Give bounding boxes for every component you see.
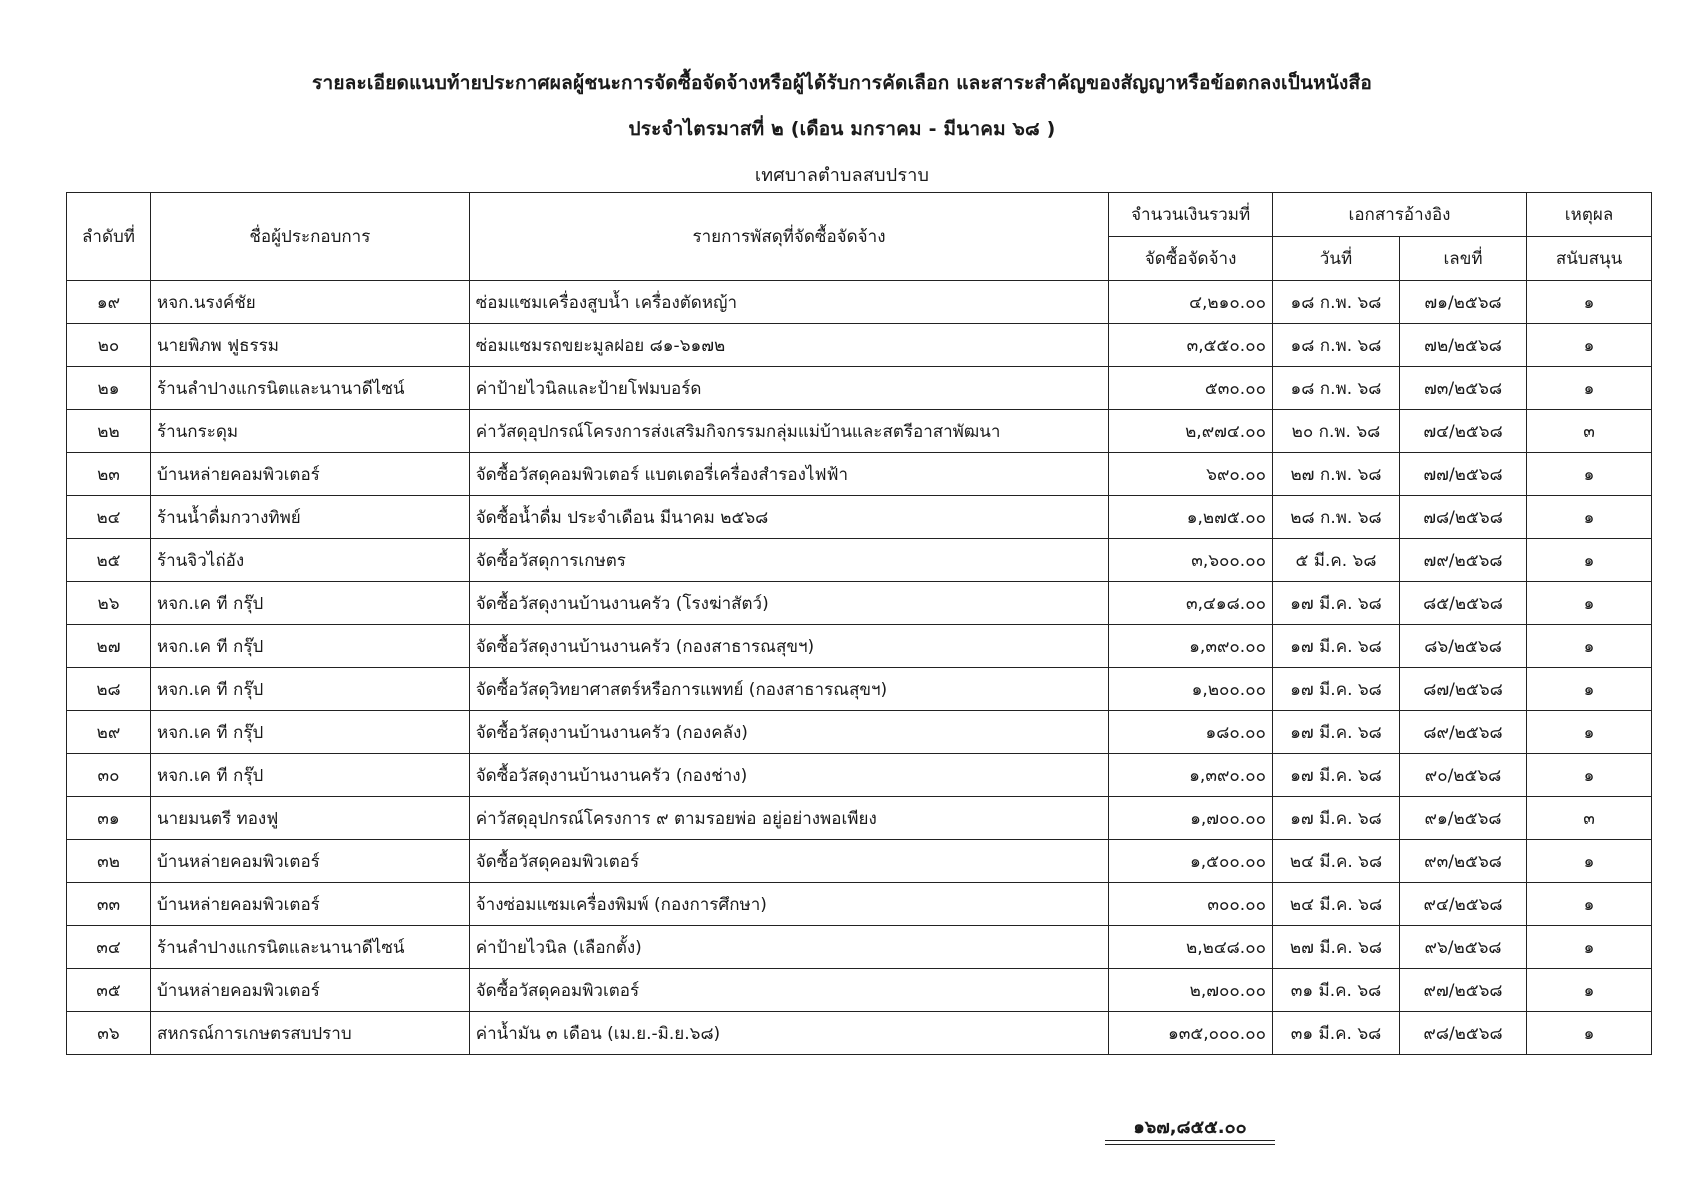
row-number: ๓๒ [67, 840, 151, 883]
reference-date: ๒๔ มี.ค. ๖๘ [1272, 840, 1399, 883]
header-reason-line2: สนับสนุน [1527, 237, 1652, 281]
reference-date: ๓๑ มี.ค. ๖๘ [1272, 969, 1399, 1012]
vendor-name: สหกรณ์การเกษตรสบปราบ [150, 1012, 469, 1055]
support-reason: ๑ [1527, 668, 1652, 711]
support-reason: ๑ [1527, 969, 1652, 1012]
header-reason-line1: เหตุผล [1527, 193, 1652, 237]
amount: ๑,๓๙๐.๐๐ [1109, 754, 1273, 797]
item-description: จัดซื้อวัสดุงานบ้านงานครัว (โรงฆ่าสัตว์) [469, 582, 1109, 625]
reference-number: ๙๖/๒๕๖๘ [1400, 926, 1527, 969]
row-number: ๒๐ [67, 324, 151, 367]
support-reason: ๑ [1527, 625, 1652, 668]
support-reason: ๓ [1527, 410, 1652, 453]
vendor-name: นายพิภพ ฟูธรรม [150, 324, 469, 367]
total-double-underline [1105, 1144, 1275, 1145]
table-row [67, 883, 1652, 926]
reference-date: ๑๗ มี.ค. ๖๘ [1272, 754, 1399, 797]
organization-name: เทศบาลตำบลสบปราบ [754, 165, 930, 186]
item-description: จัดซื้อวัสดุงานบ้านงานครัว (กองช่าง) [469, 754, 1109, 797]
row-number: ๒๖ [67, 582, 151, 625]
item-description: ค่าน้ำมัน ๓ เดือน (เม.ย.-มิ.ย.๖๘) [469, 1012, 1109, 1055]
reference-date: ๑๗ มี.ค. ๖๘ [1272, 582, 1399, 625]
vendor-name: หจก.เค ที กรุ๊ป [150, 582, 469, 625]
row-number: ๒๘ [67, 668, 151, 711]
reference-number: ๗๗/๒๕๖๘ [1400, 453, 1527, 496]
row-number: ๒๙ [67, 711, 151, 754]
row-number: ๓๕ [67, 969, 151, 1012]
vendor-name: หจก.เค ที กรุ๊ป [150, 711, 469, 754]
table-row [67, 797, 1652, 840]
amount: ๔,๒๑๐.๐๐ [1109, 281, 1273, 324]
vendor-name: บ้านหล่ายคอมพิวเตอร์ [150, 883, 469, 926]
header-doc-number: เลขที่ [1400, 237, 1527, 281]
amount: ๑,๓๙๐.๐๐ [1109, 625, 1273, 668]
vendor-name: ร้านจิวไถ่อัง [150, 539, 469, 582]
amount: ๑๓๕,๐๐๐.๐๐ [1109, 1012, 1273, 1055]
row-number: ๓๖ [67, 1012, 151, 1055]
reference-date: ๑๘ ก.พ. ๖๘ [1272, 281, 1399, 324]
row-number: ๑๙ [67, 281, 151, 324]
table-row [67, 410, 1652, 453]
row-number: ๒๑ [67, 367, 151, 410]
item-description: จัดซื้อวัสดุวิทยาศาสตร์หรือการแพทย์ (กองสาธารณสุขฯ) [469, 668, 1109, 711]
row-number: ๒๒ [67, 410, 151, 453]
header-date: วันที่ [1272, 237, 1399, 281]
row-number: ๓๓ [67, 883, 151, 926]
vendor-name: ร้านน้ำดื่มกวางทิพย์ [150, 496, 469, 539]
table-row [67, 840, 1652, 883]
support-reason: ๑ [1527, 883, 1652, 926]
reference-date: ๑๗ มี.ค. ๖๘ [1272, 668, 1399, 711]
reference-number: ๙๑/๒๕๖๘ [1400, 797, 1527, 840]
amount: ๓,๕๕๐.๐๐ [1109, 324, 1273, 367]
reference-number: ๙๘/๒๕๖๘ [1400, 1012, 1527, 1055]
vendor-name: ร้านลำปางแกรนิตและนานาดีไซน์ [150, 367, 469, 410]
row-number: ๒๕ [67, 539, 151, 582]
header-amount-line2: จัดซื้อจัดจ้าง [1109, 237, 1273, 281]
reference-number: ๗๘/๒๕๖๘ [1400, 496, 1527, 539]
reference-date: ๑๘ ก.พ. ๖๘ [1272, 367, 1399, 410]
reference-date: ๑๗ มี.ค. ๖๘ [1272, 711, 1399, 754]
vendor-name: ร้านกระดุม [150, 410, 469, 453]
reference-date: ๒๔ มี.ค. ๖๘ [1272, 883, 1399, 926]
amount: ๒,๙๗๔.๐๐ [1109, 410, 1273, 453]
row-number: ๒๔ [67, 496, 151, 539]
amount: ๒,๗๐๐.๐๐ [1109, 969, 1273, 1012]
amount: ๖๙๐.๐๐ [1109, 453, 1273, 496]
table-row [67, 453, 1652, 496]
row-number: ๓๑ [67, 797, 151, 840]
item-description: จัดซื้อวัสดุคอมพิวเตอร์ แบตเตอรี่เครื่องสำรองไฟฟ้า [469, 453, 1109, 496]
support-reason: ๑ [1527, 539, 1652, 582]
item-description: จ้างซ่อมแซมเครื่องพิมพ์ (กองการศึกษา) [469, 883, 1109, 926]
vendor-name: หจก.เค ที กรุ๊ป [150, 625, 469, 668]
support-reason: ๑ [1527, 582, 1652, 625]
amount: ๑,๗๐๐.๐๐ [1109, 797, 1273, 840]
row-number: ๓๔ [67, 926, 151, 969]
vendor-name: บ้านหล่ายคอมพิวเตอร์ [150, 969, 469, 1012]
table-row [67, 582, 1652, 625]
header-no: ลำดับที่ [67, 193, 151, 281]
vendor-name: หจก.เค ที กรุ๊ป [150, 754, 469, 797]
reference-number: ๗๒/๒๕๖๘ [1400, 324, 1527, 367]
vendor-name: หจก.เค ที กรุ๊ป [150, 668, 469, 711]
header-item: รายการพัสดุที่จัดซื้อจัดจ้าง [469, 193, 1109, 281]
item-description: จัดซื้อน้ำดื่ม ประจำเดือน มีนาคม ๒๕๖๘ [469, 496, 1109, 539]
support-reason: ๑ [1527, 281, 1652, 324]
amount: ๒,๒๔๘.๐๐ [1109, 926, 1273, 969]
table-row [67, 625, 1652, 668]
item-description: ซ่อมแซมรถขยะมูลฝอย ๘๑-๖๑๗๒ [469, 324, 1109, 367]
amount: ๓,๖๐๐.๐๐ [1109, 539, 1273, 582]
item-description: ค่าป้ายไวนิลและป้ายโฟมบอร์ด [469, 367, 1109, 410]
reference-date: ๒๐ ก.พ. ๖๘ [1272, 410, 1399, 453]
support-reason: ๑ [1527, 754, 1652, 797]
grand-total: ๑๖๗,๘๕๕.๐๐ [1133, 1117, 1247, 1138]
reference-number: ๗๙/๒๕๖๘ [1400, 539, 1527, 582]
vendor-name: ร้านลำปางแกรนิตและนานาดีไซน์ [150, 926, 469, 969]
item-description: ค่าวัสดุอุปกรณ์โครงการ ๙ ตามรอยพ่อ อยู่อย่างพอเพียง [469, 797, 1109, 840]
amount: ๑๘๐.๐๐ [1109, 711, 1273, 754]
reference-number: ๗๔/๒๕๖๘ [1400, 410, 1527, 453]
table-row [67, 1012, 1652, 1055]
table-row [67, 539, 1652, 582]
row-number: ๒๗ [67, 625, 151, 668]
vendor-name: บ้านหล่ายคอมพิวเตอร์ [150, 840, 469, 883]
reference-date: ๑๗ มี.ค. ๖๘ [1272, 797, 1399, 840]
reference-number: ๗๑/๒๕๖๘ [1400, 281, 1527, 324]
item-description: จัดซื้อวัสดุคอมพิวเตอร์ [469, 969, 1109, 1012]
amount: ๓๐๐.๐๐ [1109, 883, 1273, 926]
item-description: จัดซื้อวัสดุงานบ้านงานครัว (กองคลัง) [469, 711, 1109, 754]
table-row [67, 969, 1652, 1012]
reference-date: ๒๘ ก.พ. ๖๘ [1272, 496, 1399, 539]
total-underline [1105, 1140, 1275, 1141]
support-reason: ๓ [1527, 797, 1652, 840]
reference-date: ๓๑ มี.ค. ๖๘ [1272, 1012, 1399, 1055]
table-row [67, 496, 1652, 539]
item-description: ค่าวัสดุอุปกรณ์โครงการส่งเสริมกิจกรรมกลุ่มแม่บ้านและสตรีอาสาพัฒนา [469, 410, 1109, 453]
reference-number: ๙๗/๒๕๖๘ [1400, 969, 1527, 1012]
reference-number: ๙๐/๒๕๖๘ [1400, 754, 1527, 797]
item-description: จัดซื้อวัสดุคอมพิวเตอร์ [469, 840, 1109, 883]
reference-number: ๙๔/๒๕๖๘ [1400, 883, 1527, 926]
item-description: ซ่อมแซมเครื่องสูบน้ำ เครื่องตัดหญ้า [469, 281, 1109, 324]
header-amount-line1: จำนวนเงินรวมที่ [1109, 193, 1273, 237]
table-row [67, 754, 1652, 797]
reference-date: ๒๗ ก.พ. ๖๘ [1272, 453, 1399, 496]
support-reason: ๑ [1527, 1012, 1652, 1055]
amount: ๕๓๐.๐๐ [1109, 367, 1273, 410]
support-reason: ๑ [1527, 367, 1652, 410]
reference-number: ๘๕/๒๕๖๘ [1400, 582, 1527, 625]
support-reason: ๑ [1527, 324, 1652, 367]
reference-number: ๗๓/๒๕๖๘ [1400, 367, 1527, 410]
reference-date: ๑๘ ก.พ. ๖๘ [1272, 324, 1399, 367]
support-reason: ๑ [1527, 926, 1652, 969]
document-title: รายละเอียดแนบท้ายประกาศผลผู้ชนะการจัดซื้อจัดจ้างหรือผู้ได้รับการคัดเลือก และสาระสำคัญของสัญญาหรือข้อตกลงเป็นหนังสือ [312, 72, 1372, 94]
reference-date: ๒๗ มี.ค. ๖๘ [1272, 926, 1399, 969]
row-number: ๓๐ [67, 754, 151, 797]
row-number: ๒๓ [67, 453, 151, 496]
amount: ๑,๒๐๐.๐๐ [1109, 668, 1273, 711]
procurement-table [66, 192, 1652, 1055]
item-description: ค่าป้ายไวนิล (เลือกตั้ง) [469, 926, 1109, 969]
table-row [67, 324, 1652, 367]
table-row [67, 926, 1652, 969]
support-reason: ๑ [1527, 453, 1652, 496]
vendor-name: นายมนตรี ทองฟู [150, 797, 469, 840]
vendor-name: หจก.นรงค์ชัย [150, 281, 469, 324]
support-reason: ๑ [1527, 711, 1652, 754]
reference-date: ๑๗ มี.ค. ๖๘ [1272, 625, 1399, 668]
table-row [67, 668, 1652, 711]
item-description: จัดซื้อวัสดุการเกษตร [469, 539, 1109, 582]
header-vendor: ชื่อผู้ประกอบการ [150, 193, 469, 281]
header-reference: เอกสารอ้างอิง [1272, 193, 1526, 237]
support-reason: ๑ [1527, 496, 1652, 539]
reference-date: ๕ มี.ค. ๖๘ [1272, 539, 1399, 582]
quarter-subtitle: ประจำไตรมาสที่ ๒ (เดือน มกราคม - มีนาคม ๖๘ ) [628, 118, 1056, 140]
reference-number: ๘๙/๒๕๖๘ [1400, 711, 1527, 754]
amount: ๑,๒๗๕.๐๐ [1109, 496, 1273, 539]
table-row [67, 281, 1652, 324]
table-row [67, 711, 1652, 754]
table-body [67, 281, 1652, 1055]
amount: ๓,๔๑๘.๐๐ [1109, 582, 1273, 625]
support-reason: ๑ [1527, 840, 1652, 883]
reference-number: ๘๗/๒๕๖๘ [1400, 668, 1527, 711]
item-description: จัดซื้อวัสดุงานบ้านงานครัว (กองสาธารณสุขฯ) [469, 625, 1109, 668]
reference-number: ๙๓/๒๕๖๘ [1400, 840, 1527, 883]
vendor-name: บ้านหล่ายคอมพิวเตอร์ [150, 453, 469, 496]
amount: ๑,๕๐๐.๐๐ [1109, 840, 1273, 883]
reference-number: ๘๖/๒๕๖๘ [1400, 625, 1527, 668]
table-row [67, 367, 1652, 410]
